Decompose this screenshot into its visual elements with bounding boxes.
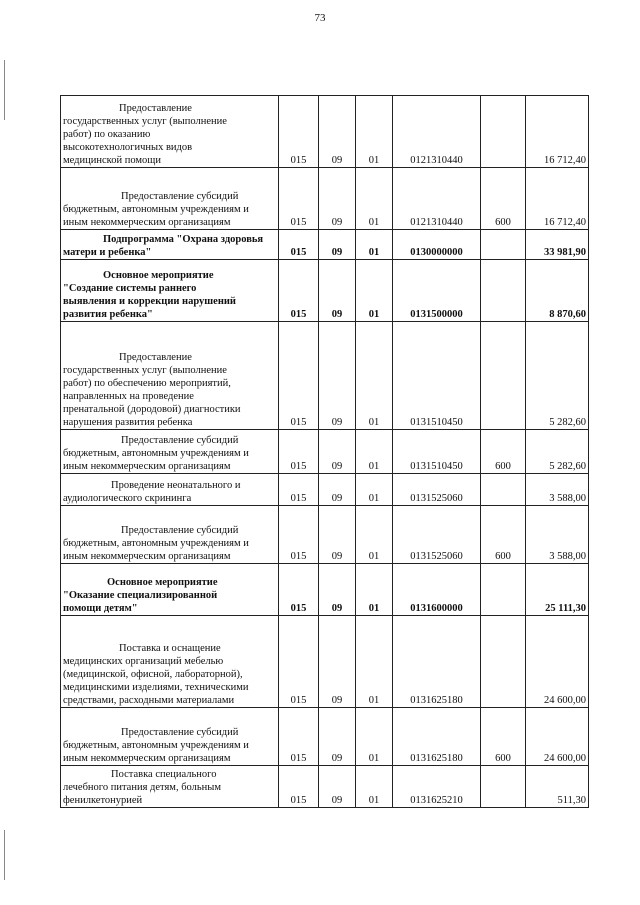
row-name-line: "Оказание специализированной (63, 590, 218, 601)
subsection-code: 01 (356, 506, 393, 564)
row-name-line: Предоставление (119, 103, 192, 114)
table-row (61, 96, 589, 168)
subsection-code: 01 (356, 168, 393, 230)
expense-type-code: 600 (481, 430, 526, 474)
table-row (61, 564, 589, 616)
table-row (61, 708, 589, 766)
row-name-line: медицинских организаций мебелью (63, 656, 224, 667)
row-name-line: Предоставление субсидий (121, 727, 239, 738)
ministry-code: 015 (279, 168, 319, 230)
row-name-line: пренатальной (дородовой) диагностики (63, 404, 241, 415)
row-name (61, 766, 279, 808)
row-name-line: фенилкетонурией (63, 795, 143, 806)
subsection-code: 01 (356, 766, 393, 808)
expense-type-code: 600 (481, 708, 526, 766)
row-name-line: иным некоммерческим организациям (63, 217, 231, 228)
target-article-code: 0131500000 (393, 260, 481, 322)
row-name (61, 616, 279, 708)
row-name-line: помощи детям" (63, 603, 138, 614)
target-article-code: 0131510450 (393, 430, 481, 474)
target-article-code: 0121310440 (393, 168, 481, 230)
section-code: 09 (319, 430, 356, 474)
table-row (61, 766, 589, 808)
expense-type-code (481, 230, 526, 260)
section-code: 09 (319, 766, 356, 808)
ministry-code: 015 (279, 766, 319, 808)
row-name (61, 564, 279, 616)
row-name (61, 230, 279, 260)
table-row (61, 474, 589, 506)
row-name-line: направленных на проведение (63, 391, 194, 402)
margin-mark (4, 830, 5, 880)
row-name-line: Поставка специального (111, 769, 217, 780)
row-name-line: средствами, расходными материалами (63, 695, 235, 706)
row-name (61, 260, 279, 322)
row-name-line: Предоставление субсидий (121, 435, 239, 446)
sum-value: 3 588,00 (526, 474, 589, 506)
ministry-code: 015 (279, 616, 319, 708)
target-article-code: 0131525060 (393, 506, 481, 564)
table-row (61, 430, 589, 474)
row-name (61, 96, 279, 168)
row-name (61, 474, 279, 506)
subsection-code: 01 (356, 260, 393, 322)
budget-table (60, 95, 589, 808)
row-name-line: лечебного питания детям, больным (63, 782, 221, 793)
subsection-code: 01 (356, 230, 393, 260)
sum-value: 24 600,00 (526, 616, 589, 708)
row-name-line: высокотехнологичных видов (63, 142, 193, 153)
section-code: 09 (319, 616, 356, 708)
section-code: 09 (319, 322, 356, 430)
section-code: 09 (319, 474, 356, 506)
expense-type-code (481, 96, 526, 168)
row-name-line: развития ребенка" (63, 309, 153, 320)
row-name-line: бюджетным, автономным учреждениям и (63, 538, 249, 549)
margin-mark (4, 60, 5, 120)
subsection-code: 01 (356, 430, 393, 474)
subsection-code: 01 (356, 708, 393, 766)
sum-value: 24 600,00 (526, 708, 589, 766)
sum-value: 5 282,60 (526, 430, 589, 474)
row-name-line: государственных услуг (выполнение (63, 116, 227, 127)
target-article-code: 0131625180 (393, 616, 481, 708)
ministry-code: 015 (279, 322, 319, 430)
sum-value: 5 282,60 (526, 322, 589, 430)
sum-value: 3 588,00 (526, 506, 589, 564)
section-code: 09 (319, 506, 356, 564)
row-name-line: государственных услуг (выполнение (63, 365, 227, 376)
table-row (61, 506, 589, 564)
row-name-line: Поставка и оснащение (119, 643, 221, 654)
ministry-code: 015 (279, 474, 319, 506)
sum-value: 25 111,30 (526, 564, 589, 616)
target-article-code: 0131600000 (393, 564, 481, 616)
ministry-code: 015 (279, 506, 319, 564)
row-name (61, 708, 279, 766)
expense-type-code: 600 (481, 168, 526, 230)
section-code: 09 (319, 260, 356, 322)
row-name-line: Проведение неонатального и (111, 480, 241, 491)
row-name-line: бюджетным, автономным учреждениям и (63, 204, 249, 215)
row-name-line: бюджетным, автономным учреждениям и (63, 448, 249, 459)
ministry-code: 015 (279, 708, 319, 766)
row-name (61, 506, 279, 564)
target-article-code: 0131625180 (393, 708, 481, 766)
expense-type-code (481, 322, 526, 430)
row-name-line: иным некоммерческим организациям (63, 461, 231, 472)
row-name-line: Основное мероприятие (103, 270, 214, 281)
expense-type-code (481, 260, 526, 322)
subsection-code: 01 (356, 474, 393, 506)
table-row (61, 322, 589, 430)
expense-type-code (481, 616, 526, 708)
table-row (61, 616, 589, 708)
ministry-code: 015 (279, 96, 319, 168)
row-name (61, 322, 279, 430)
ministry-code: 015 (279, 564, 319, 616)
page-number: 73 (314, 12, 326, 24)
target-article-code: 0121310440 (393, 96, 481, 168)
ministry-code: 015 (279, 430, 319, 474)
subsection-code: 01 (356, 616, 393, 708)
subsection-code: 01 (356, 564, 393, 616)
table-row (61, 230, 589, 260)
target-article-code: 0130000000 (393, 230, 481, 260)
subsection-code: 01 (356, 96, 393, 168)
ministry-code: 015 (279, 230, 319, 260)
row-name-line: иным некоммерческим организациям (63, 551, 231, 562)
table-row (61, 260, 589, 322)
sum-value: 8 870,60 (526, 260, 589, 322)
section-code: 09 (319, 708, 356, 766)
row-name-line: медицинской помощи (63, 155, 161, 166)
row-name-line: выявления и коррекции нарушений (63, 296, 236, 307)
expense-type-code: 600 (481, 506, 526, 564)
section-code: 09 (319, 96, 356, 168)
row-name-line: Предоставление субсидий (121, 525, 239, 536)
row-name-line: Основное мероприятие (107, 577, 218, 588)
row-name-line: "Создание системы раннего (63, 283, 197, 294)
row-name-line: матери и ребенка" (63, 247, 152, 258)
target-article-code: 0131625210 (393, 766, 481, 808)
ministry-code: 015 (279, 260, 319, 322)
row-name-line: Предоставление (119, 352, 192, 363)
row-name-line: Подпрограмма "Охрана здоровья (103, 234, 264, 245)
row-name (61, 430, 279, 474)
row-name-line: Предоставление субсидий (121, 191, 239, 202)
sum-value: 16 712,40 (526, 96, 589, 168)
expense-type-code (481, 766, 526, 808)
row-name-line: работ) по обеспечению мероприятий, (63, 378, 231, 389)
section-code: 09 (319, 564, 356, 616)
expense-type-code (481, 564, 526, 616)
row-name-line: аудиологического скрининга (63, 493, 192, 504)
expense-type-code (481, 474, 526, 506)
sum-value: 511,30 (526, 766, 589, 808)
row-name (61, 168, 279, 230)
row-name-line: нарушения развития ребенка (63, 417, 193, 428)
row-name-line: (медицинской, офисной, лабораторной), (63, 669, 243, 680)
table-row (61, 168, 589, 230)
sum-value: 16 712,40 (526, 168, 589, 230)
section-code: 09 (319, 230, 356, 260)
target-article-code: 0131510450 (393, 322, 481, 430)
row-name-line: медицинскими изделиями, техническими (63, 682, 249, 693)
subsection-code: 01 (356, 322, 393, 430)
row-name-line: иным некоммерческим организациям (63, 753, 231, 764)
section-code: 09 (319, 168, 356, 230)
target-article-code: 0131525060 (393, 474, 481, 506)
sum-value: 33 981,90 (526, 230, 589, 260)
row-name-line: бюджетным, автономным учреждениям и (63, 740, 249, 751)
row-name-line: работ) по оказанию (63, 129, 151, 140)
